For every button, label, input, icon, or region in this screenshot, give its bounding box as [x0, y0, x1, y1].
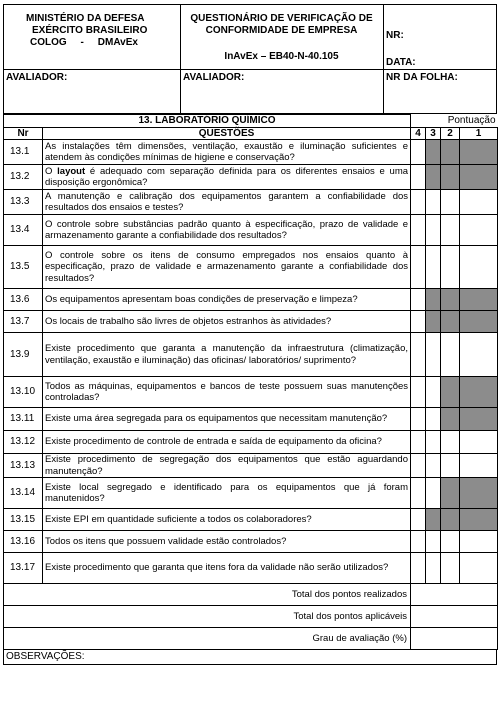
question-number: 13.2	[4, 165, 43, 190]
question-number: 13.11	[4, 408, 43, 431]
question-number: 13.7	[4, 311, 43, 333]
score-cell[interactable]	[441, 454, 460, 478]
table-row	[4, 509, 498, 531]
score-cell[interactable]	[426, 478, 441, 509]
column-nr: Nr	[4, 127, 43, 140]
question-text-prefix: O	[45, 165, 58, 177]
question-number: 13.6	[4, 289, 43, 311]
column-score-3: 3	[426, 127, 441, 140]
table-row	[4, 408, 498, 431]
score-cell[interactable]	[411, 478, 426, 509]
score-cell[interactable]	[460, 431, 498, 454]
score-cell[interactable]	[411, 215, 426, 246]
total-realized-value[interactable]	[411, 584, 498, 606]
score-cell[interactable]	[460, 553, 498, 584]
nr-label: NR:	[386, 30, 404, 41]
score-cell[interactable]	[441, 431, 460, 454]
score-cell[interactable]	[441, 333, 460, 377]
score-cell[interactable]	[411, 509, 426, 531]
score-cell-disabled	[426, 311, 441, 333]
question-text-bold: layout	[57, 165, 86, 177]
question-text: Todos as máquinas, equipamentos e bancos de teste possuem suas manutenções controladas?	[43, 377, 411, 408]
column-questions: QUESTÕES	[43, 127, 411, 140]
score-cell-disabled	[426, 140, 441, 165]
score-cell[interactable]	[426, 454, 441, 478]
score-cell[interactable]	[426, 377, 441, 408]
evaluator-1-label: AVALIADOR:	[6, 72, 68, 83]
question-text: Existe procedimento que garanta que itens fora da validade não serão utilizados?	[43, 553, 411, 584]
score-cell[interactable]	[411, 165, 426, 190]
section-title: 13. LABORATÓRIO QUÍMICO	[4, 115, 411, 128]
score-cell-disabled	[460, 509, 498, 531]
question-text: Existe EPI em quantidade suficiente a todos os colaboradores?	[43, 509, 411, 531]
score-cell[interactable]	[411, 454, 426, 478]
score-cell[interactable]	[426, 431, 441, 454]
question-number: 13.13	[4, 454, 43, 478]
table-row	[4, 246, 498, 289]
score-cell-disabled	[441, 509, 460, 531]
score-cell-disabled	[460, 408, 498, 431]
questionnaire-sheet	[3, 4, 497, 665]
table-row	[4, 553, 498, 584]
question-text: O controle sobre substâncias padrão quanto à especificação, prazo de validade e armazenamento garante a confiabilidade dos resultados?	[43, 215, 411, 246]
score-cell[interactable]	[441, 553, 460, 584]
table-row	[4, 431, 498, 454]
score-cell[interactable]	[441, 246, 460, 289]
score-cell[interactable]	[426, 553, 441, 584]
score-cell[interactable]	[441, 215, 460, 246]
column-score-4: 4	[411, 127, 426, 140]
question-text-rest: é adequado com separação definida para os diferentes ensaios e uma disposição ergonômica?	[45, 165, 409, 188]
question-number: 13.10	[4, 377, 43, 408]
score-cell-disabled	[441, 289, 460, 311]
question-text: O controle sobre os itens de consumo empregados nos ensaios quanto à especificação, prazo de validade e armazenamento garante a confiabilidade dos resultados?	[43, 246, 411, 289]
question-text: Existe procedimento de controle de entrada e saída de equipamento da oficina?	[43, 431, 411, 454]
table-row	[4, 333, 498, 377]
total-realized-label: Total dos pontos realizados	[4, 584, 411, 606]
nr-date-block	[383, 5, 496, 69]
table-row	[4, 531, 498, 553]
score-cell-disabled	[441, 165, 460, 190]
table-row	[4, 190, 498, 215]
table-row	[4, 140, 498, 165]
question-number: 13.15	[4, 509, 43, 531]
question-number: 13.17	[4, 553, 43, 584]
score-cell-disabled	[441, 408, 460, 431]
question-number: 13.5	[4, 246, 43, 289]
question-number: 13.4	[4, 215, 43, 246]
questions-body	[4, 140, 498, 584]
score-cell-disabled	[441, 140, 460, 165]
score-cell[interactable]	[411, 431, 426, 454]
table-row	[4, 311, 498, 333]
score-cell[interactable]	[411, 246, 426, 289]
table-row	[4, 377, 498, 408]
table-row	[4, 478, 498, 509]
grade-label: Grau de avaliação (%)	[4, 628, 411, 650]
column-score-2: 2	[441, 127, 460, 140]
score-cell[interactable]	[411, 289, 426, 311]
total-applicable-value[interactable]	[411, 606, 498, 628]
header	[3, 4, 497, 70]
org-line-3: COLOG - DMAvEx	[30, 37, 138, 48]
question-number: 13.3	[4, 190, 43, 215]
score-cell-disabled	[460, 165, 498, 190]
score-cell-disabled	[460, 289, 498, 311]
totals-body	[4, 584, 498, 650]
score-cell[interactable]	[426, 408, 441, 431]
score-cell[interactable]	[441, 531, 460, 553]
score-cell-disabled	[426, 165, 441, 190]
score-cell[interactable]	[411, 140, 426, 165]
question-text: Os locais de trabalho são livres de objetos estranhos às atividades?	[43, 311, 411, 333]
score-cell[interactable]	[411, 190, 426, 215]
questions-table	[3, 114, 498, 650]
score-cell[interactable]	[460, 246, 498, 289]
score-cell-disabled	[460, 140, 498, 165]
observations-label: OBSERVAÇÕES:	[3, 650, 497, 665]
score-cell-disabled	[460, 311, 498, 333]
score-cell-disabled	[441, 311, 460, 333]
score-cell[interactable]	[411, 377, 426, 408]
score-cell-disabled	[441, 377, 460, 408]
score-cell[interactable]	[411, 311, 426, 333]
score-cell[interactable]	[460, 531, 498, 553]
question-text: Existe local segregado e identificado para os equipamentos que já foram manutenidos?	[43, 478, 411, 509]
sheet-number-label: NR DA FOLHA:	[383, 70, 458, 114]
score-cell[interactable]	[411, 408, 426, 431]
score-cell-disabled	[460, 478, 498, 509]
question-number: 13.1	[4, 140, 43, 165]
grade-value[interactable]	[411, 628, 498, 650]
score-cell[interactable]	[426, 190, 441, 215]
doc-code: InAvEx – EB40-N-40.105	[224, 51, 339, 62]
score-cell[interactable]	[426, 215, 441, 246]
question-text: Existe procedimento que garanta a manutenção da infraestrutura (climatização, ventilação, exaustão e iluminação) das oficinas/ laboratórios/ suprimento?	[43, 333, 411, 377]
score-cell[interactable]	[411, 333, 426, 377]
date-label: DATA:	[386, 57, 416, 68]
question-text	[43, 165, 411, 190]
organization-block	[4, 5, 181, 69]
title-block	[180, 5, 384, 69]
question-text: Existe procedimento de segregação dos equipamentos que estão aguardando manutenção?	[43, 454, 411, 478]
org-line-2: EXÉRCITO BRASILEIRO	[32, 25, 148, 36]
evaluator-row	[3, 70, 497, 114]
evaluator-2-label: AVALIADOR:	[180, 70, 244, 114]
question-text: A manutenção e calibração dos equipamentos garantem a confiabilidade dos resultados dos ensaios e testes?	[43, 190, 411, 215]
score-cell-disabled	[426, 509, 441, 531]
question-number: 13.16	[4, 531, 43, 553]
question-text: As instalações têm dimensões, ventilação, exaustão e iluminação suficientes e atendem às condições mínimas de higiene e conservação?	[43, 140, 411, 165]
score-cell-disabled	[426, 289, 441, 311]
score-cell[interactable]	[426, 246, 441, 289]
table-row	[4, 215, 498, 246]
score-cell-disabled	[460, 377, 498, 408]
score-cell[interactable]	[411, 531, 426, 553]
column-score-1: 1	[460, 127, 498, 140]
question-text: Todos os itens que possuem validade estão controlados?	[43, 531, 411, 553]
question-number: 13.14	[4, 478, 43, 509]
score-cell[interactable]	[441, 190, 460, 215]
score-cell[interactable]	[426, 531, 441, 553]
question-text: Existe uma área segregada para os equipamentos que necessitam manutenção?	[43, 408, 411, 431]
score-cell-disabled	[441, 478, 460, 509]
score-cell[interactable]	[460, 190, 498, 215]
title-line-2: CONFORMIDADE DE EMPRESA	[205, 25, 358, 36]
question-text: Os equipamentos apresentam boas condições de preservação e limpeza?	[43, 289, 411, 311]
score-cell[interactable]	[460, 454, 498, 478]
score-cell[interactable]	[460, 333, 498, 377]
table-row	[4, 454, 498, 478]
score-cell[interactable]	[426, 333, 441, 377]
table-row	[4, 289, 498, 311]
score-cell[interactable]	[460, 215, 498, 246]
table-row	[4, 165, 498, 190]
question-number: 13.9	[4, 333, 43, 377]
score-cell[interactable]	[411, 553, 426, 584]
org-line-1: MINISTÉRIO DA DEFESA	[26, 13, 145, 24]
question-number: 13.12	[4, 431, 43, 454]
total-applicable-label: Total dos pontos aplicáveis	[4, 606, 411, 628]
title-line-1: QUESTIONÁRIO DE VERIFICAÇÃO DE	[190, 13, 373, 24]
score-header: Pontuação	[411, 115, 498, 128]
